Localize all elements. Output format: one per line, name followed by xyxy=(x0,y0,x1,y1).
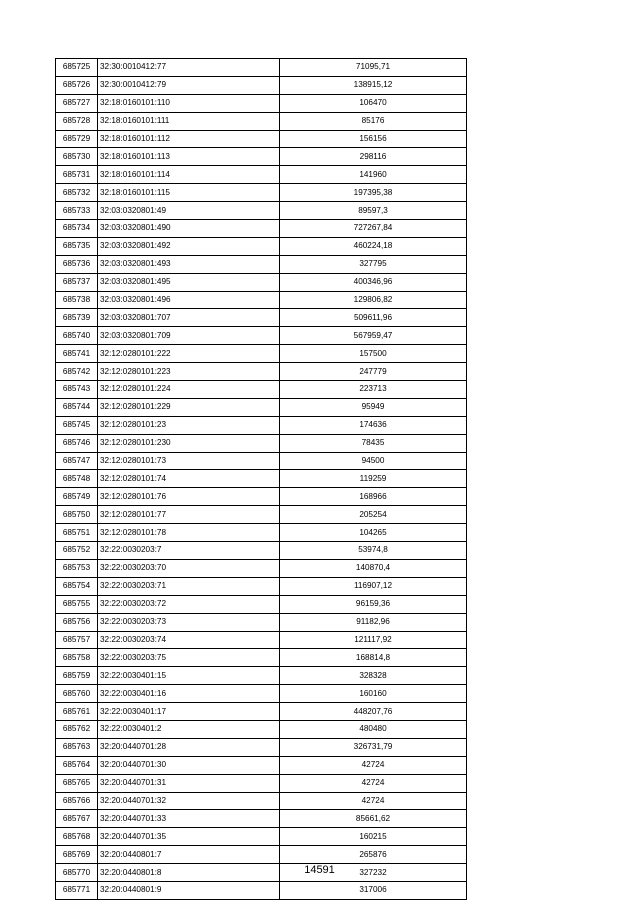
value-cell: 265876 xyxy=(280,846,467,864)
table-row xyxy=(56,166,467,184)
table-row xyxy=(56,613,467,631)
table-body xyxy=(56,59,467,900)
cadastral-number-cell: 32:12:0280101:76 xyxy=(98,488,280,506)
table-row xyxy=(56,559,467,577)
row-id-cell: 685767 xyxy=(56,810,98,828)
table-row xyxy=(56,327,467,345)
row-id-cell: 685752 xyxy=(56,542,98,560)
table-row xyxy=(56,237,467,255)
cadastral-number-cell: 32:30:0010412:77 xyxy=(98,59,280,77)
value-cell: 78435 xyxy=(280,434,467,452)
value-cell: 567959,47 xyxy=(280,327,467,345)
value-cell: 121117,92 xyxy=(280,631,467,649)
table-row xyxy=(56,846,467,864)
row-id-cell: 685762 xyxy=(56,720,98,738)
value-cell: 104265 xyxy=(280,524,467,542)
cadastral-number-cell: 32:03:0320801:496 xyxy=(98,291,280,309)
value-cell: 247779 xyxy=(280,363,467,381)
value-cell: 96159,36 xyxy=(280,595,467,613)
table-row xyxy=(56,345,467,363)
table-row xyxy=(56,792,467,810)
cadastral-number-cell: 32:18:0160101:112 xyxy=(98,130,280,148)
cadastral-number-cell: 32:22:0030203:75 xyxy=(98,649,280,667)
cadastral-number-cell: 32:12:0280101:224 xyxy=(98,381,280,399)
table-row xyxy=(56,738,467,756)
cadastral-number-cell: 32:03:0320801:707 xyxy=(98,309,280,327)
table-row xyxy=(56,577,467,595)
cadastral-number-cell: 32:18:0160101:110 xyxy=(98,94,280,112)
row-id-cell: 685760 xyxy=(56,685,98,703)
value-cell: 71095,71 xyxy=(280,59,467,77)
row-id-cell: 685759 xyxy=(56,667,98,685)
row-id-cell: 685751 xyxy=(56,524,98,542)
cadastral-number-cell: 32:20:0440701:35 xyxy=(98,828,280,846)
row-id-cell: 685764 xyxy=(56,756,98,774)
row-id-cell: 685730 xyxy=(56,148,98,166)
table-row xyxy=(56,184,467,202)
row-id-cell: 685728 xyxy=(56,112,98,130)
table-row xyxy=(56,363,467,381)
value-cell: 400346,96 xyxy=(280,273,467,291)
cadastral-number-cell: 32:20:0440701:28 xyxy=(98,738,280,756)
table-row xyxy=(56,220,467,238)
cadastral-number-cell: 32:22:0030401:15 xyxy=(98,667,280,685)
row-id-cell: 685757 xyxy=(56,631,98,649)
table-row xyxy=(56,506,467,524)
table-row xyxy=(56,756,467,774)
value-cell: 106470 xyxy=(280,94,467,112)
row-id-cell: 685749 xyxy=(56,488,98,506)
cadastral-number-cell: 32:30:0010412:79 xyxy=(98,76,280,94)
table-row xyxy=(56,255,467,273)
value-cell: 85176 xyxy=(280,112,467,130)
value-cell: 53974,8 xyxy=(280,542,467,560)
table-row xyxy=(56,631,467,649)
cadastral-number-cell: 32:20:0440701:32 xyxy=(98,792,280,810)
value-cell: 141960 xyxy=(280,166,467,184)
value-cell: 89597,3 xyxy=(280,202,467,220)
value-cell: 140870,4 xyxy=(280,559,467,577)
value-cell: 448207,76 xyxy=(280,703,467,721)
table-row xyxy=(56,381,467,399)
cadastral-number-cell: 32:12:0280101:23 xyxy=(98,416,280,434)
row-id-cell: 685769 xyxy=(56,846,98,864)
value-cell: 174636 xyxy=(280,416,467,434)
row-id-cell: 685732 xyxy=(56,184,98,202)
cadastral-number-cell: 32:03:0320801:495 xyxy=(98,273,280,291)
row-id-cell: 685761 xyxy=(56,703,98,721)
value-cell: 509611,96 xyxy=(280,309,467,327)
table-row xyxy=(56,130,467,148)
table-row xyxy=(56,94,467,112)
cadastral-number-cell: 32:03:0320801:49 xyxy=(98,202,280,220)
row-id-cell: 685737 xyxy=(56,273,98,291)
table-row xyxy=(56,273,467,291)
table-row xyxy=(56,685,467,703)
cadastral-number-cell: 32:12:0280101:229 xyxy=(98,398,280,416)
cadastral-number-cell: 32:20:0440801:7 xyxy=(98,846,280,864)
cadastral-number-cell: 32:03:0320801:493 xyxy=(98,255,280,273)
value-cell: 119259 xyxy=(280,470,467,488)
row-id-cell: 685771 xyxy=(56,881,98,899)
value-cell: 727267,84 xyxy=(280,220,467,238)
cadastral-number-cell: 32:22:0030203:73 xyxy=(98,613,280,631)
table-row xyxy=(56,488,467,506)
cadastral-number-cell: 32:22:0030203:70 xyxy=(98,559,280,577)
row-id-cell: 685746 xyxy=(56,434,98,452)
row-id-cell: 685738 xyxy=(56,291,98,309)
table-row xyxy=(56,76,467,94)
cadastral-number-cell: 32:20:0440701:31 xyxy=(98,774,280,792)
cadastral-number-cell: 32:12:0280101:223 xyxy=(98,363,280,381)
value-cell: 160215 xyxy=(280,828,467,846)
row-id-cell: 685753 xyxy=(56,559,98,577)
table-row xyxy=(56,667,467,685)
table-row xyxy=(56,434,467,452)
cadastral-number-cell: 32:03:0320801:709 xyxy=(98,327,280,345)
cadastral-number-cell: 32:20:0440701:30 xyxy=(98,756,280,774)
row-id-cell: 685754 xyxy=(56,577,98,595)
row-id-cell: 685765 xyxy=(56,774,98,792)
table-row xyxy=(56,828,467,846)
table-row xyxy=(56,470,467,488)
value-cell: 95949 xyxy=(280,398,467,416)
cadastral-number-cell: 32:20:0440701:33 xyxy=(98,810,280,828)
table-row xyxy=(56,416,467,434)
row-id-cell: 685758 xyxy=(56,649,98,667)
row-id-cell: 685747 xyxy=(56,452,98,470)
table-row xyxy=(56,720,467,738)
value-cell: 156156 xyxy=(280,130,467,148)
cadastral-number-cell: 32:18:0160101:115 xyxy=(98,184,280,202)
cadastral-number-cell: 32:12:0280101:230 xyxy=(98,434,280,452)
cadastral-number-cell: 32:20:0440801:8 xyxy=(98,864,280,882)
cadastral-number-cell: 32:22:0030203:71 xyxy=(98,577,280,595)
row-id-cell: 685733 xyxy=(56,202,98,220)
cadastral-number-cell: 32:03:0320801:490 xyxy=(98,220,280,238)
value-cell: 91182,96 xyxy=(280,613,467,631)
table-row xyxy=(56,309,467,327)
row-id-cell: 685748 xyxy=(56,470,98,488)
table-row xyxy=(56,881,467,899)
table-row xyxy=(56,703,467,721)
value-cell: 138915,12 xyxy=(280,76,467,94)
cadastral-number-cell: 32:12:0280101:78 xyxy=(98,524,280,542)
row-id-cell: 685744 xyxy=(56,398,98,416)
value-cell: 327232 xyxy=(280,864,467,882)
row-id-cell: 685756 xyxy=(56,613,98,631)
value-cell: 42724 xyxy=(280,774,467,792)
row-id-cell: 685735 xyxy=(56,237,98,255)
row-id-cell: 685729 xyxy=(56,130,98,148)
cadastral-number-cell: 32:20:0440801:9 xyxy=(98,881,280,899)
cadastral-number-cell: 32:18:0160101:113 xyxy=(98,148,280,166)
table-row xyxy=(56,59,467,77)
row-id-cell: 685739 xyxy=(56,309,98,327)
table-row xyxy=(56,148,467,166)
value-cell: 42724 xyxy=(280,756,467,774)
value-cell: 460224,18 xyxy=(280,237,467,255)
row-id-cell: 685743 xyxy=(56,381,98,399)
value-cell: 205254 xyxy=(280,506,467,524)
row-id-cell: 685770 xyxy=(56,864,98,882)
row-id-cell: 685736 xyxy=(56,255,98,273)
row-id-cell: 685734 xyxy=(56,220,98,238)
row-id-cell: 685741 xyxy=(56,345,98,363)
row-id-cell: 685731 xyxy=(56,166,98,184)
table-row xyxy=(56,112,467,130)
value-cell: 129806,82 xyxy=(280,291,467,309)
value-cell: 168966 xyxy=(280,488,467,506)
value-cell: 160160 xyxy=(280,685,467,703)
value-cell: 317006 xyxy=(280,881,467,899)
cadastral-number-cell: 32:12:0280101:74 xyxy=(98,470,280,488)
cadastral-number-cell: 32:12:0280101:77 xyxy=(98,506,280,524)
table-row xyxy=(56,202,467,220)
cadastral-number-cell: 32:12:0280101:222 xyxy=(98,345,280,363)
row-id-cell: 685768 xyxy=(56,828,98,846)
row-id-cell: 685763 xyxy=(56,738,98,756)
table-row xyxy=(56,542,467,560)
table-row xyxy=(56,291,467,309)
table-row xyxy=(56,774,467,792)
value-cell: 480480 xyxy=(280,720,467,738)
row-id-cell: 685750 xyxy=(56,506,98,524)
row-id-cell: 685726 xyxy=(56,76,98,94)
table-row xyxy=(56,398,467,416)
table-row xyxy=(56,810,467,828)
value-cell: 327795 xyxy=(280,255,467,273)
value-cell: 197395,38 xyxy=(280,184,467,202)
value-cell: 298116 xyxy=(280,148,467,166)
value-cell: 326731,79 xyxy=(280,738,467,756)
table-row xyxy=(56,649,467,667)
value-cell: 42724 xyxy=(280,792,467,810)
cadastral-number-cell: 32:03:0320801:492 xyxy=(98,237,280,255)
cadastral-number-cell: 32:22:0030401:2 xyxy=(98,720,280,738)
row-id-cell: 685742 xyxy=(56,363,98,381)
value-cell: 168814,8 xyxy=(280,649,467,667)
data-table xyxy=(55,58,467,900)
row-id-cell: 685725 xyxy=(56,59,98,77)
row-id-cell: 685755 xyxy=(56,595,98,613)
table-row xyxy=(56,524,467,542)
cadastral-number-cell: 32:12:0280101:73 xyxy=(98,452,280,470)
cadastral-number-cell: 32:22:0030203:72 xyxy=(98,595,280,613)
row-id-cell: 685766 xyxy=(56,792,98,810)
row-id-cell: 685745 xyxy=(56,416,98,434)
cadastral-number-cell: 32:22:0030203:7 xyxy=(98,542,280,560)
value-cell: 85661,62 xyxy=(280,810,467,828)
value-cell: 223713 xyxy=(280,381,467,399)
value-cell: 116907,12 xyxy=(280,577,467,595)
cadastral-number-cell: 32:22:0030203:74 xyxy=(98,631,280,649)
cadastral-number-cell: 32:22:0030401:17 xyxy=(98,703,280,721)
cadastral-number-cell: 32:22:0030401:16 xyxy=(98,685,280,703)
value-cell: 328328 xyxy=(280,667,467,685)
cadastral-number-cell: 32:18:0160101:114 xyxy=(98,166,280,184)
page-number: 14591 xyxy=(304,864,335,876)
value-cell: 94500 xyxy=(280,452,467,470)
table-row xyxy=(56,452,467,470)
table-row xyxy=(56,595,467,613)
row-id-cell: 685727 xyxy=(56,94,98,112)
cadastral-number-cell: 32:18:0160101:111 xyxy=(98,112,280,130)
row-id-cell: 685740 xyxy=(56,327,98,345)
value-cell: 157500 xyxy=(280,345,467,363)
